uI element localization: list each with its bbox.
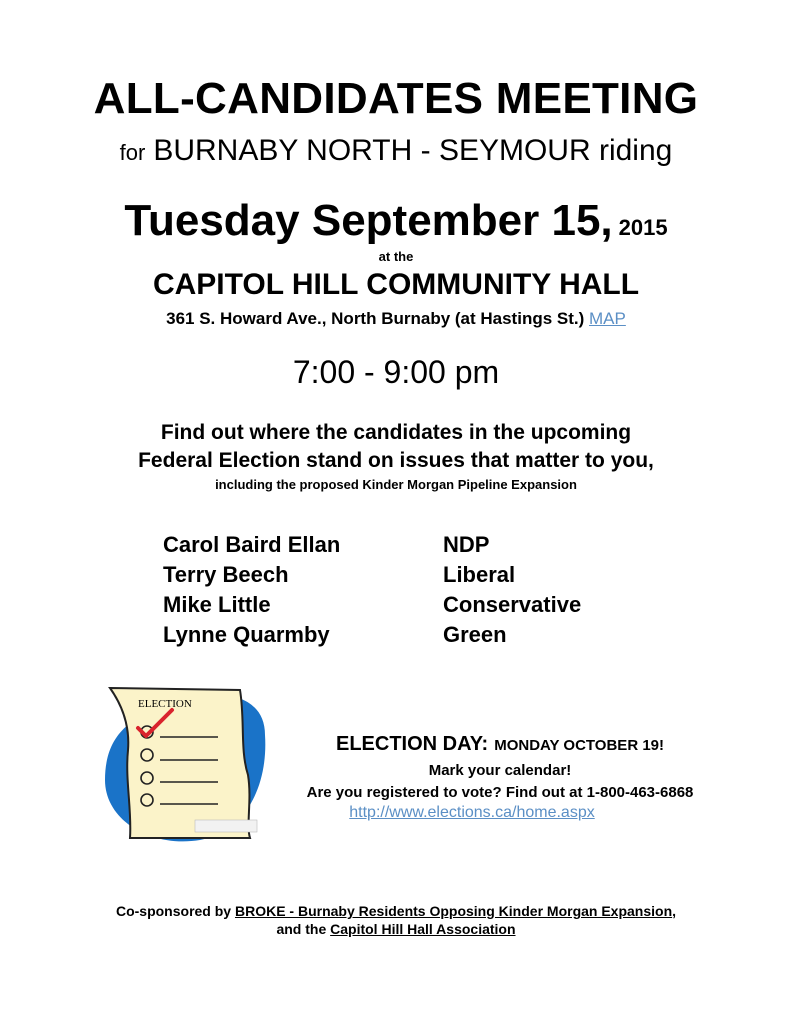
cosponsor-line-2 xyxy=(0,921,792,937)
election-day-label: ELECTION DAY: xyxy=(335,733,489,755)
candidate-party: Green xyxy=(443,622,507,647)
candidate-party: Liberal xyxy=(443,562,516,587)
description-line-3: including the proposed Kinder Morgan Pipeline Expansion xyxy=(215,477,577,492)
cosponsor-hall-association-link[interactable]: Capitol Hill Hall Association xyxy=(330,921,516,937)
venue-address xyxy=(0,309,792,329)
page-title: ALL-CANDIDATES MEETING xyxy=(93,74,699,123)
election-day-heading xyxy=(300,733,700,756)
description-line-1: Find out where the candidates in the upcoming xyxy=(160,421,632,444)
description-line-2: Federal Election stand on issues that matter to you, xyxy=(138,449,654,472)
elections-canada-link[interactable]: http://www.elections.ca/home.aspx xyxy=(349,804,595,821)
meeting-time: 7:00 - 9:00 pm xyxy=(292,354,500,390)
map-link[interactable]: MAP xyxy=(589,309,626,328)
calendar-reminder: Mark your calendar! xyxy=(428,762,572,779)
subtitle-prefix: for xyxy=(119,140,146,165)
election-day-block xyxy=(300,733,700,822)
address-text: 361 S. Howard Ave., North Burnaby (at Hastings St.) xyxy=(166,309,585,328)
candidate-name: Lynne Quarmby xyxy=(163,622,330,647)
subtitle xyxy=(0,134,792,168)
candidate-name: Mike Little xyxy=(163,592,271,617)
candidate-party: Conservative xyxy=(443,592,582,617)
candidate-party: NDP xyxy=(443,532,490,557)
candidate-name: Carol Baird Ellan xyxy=(163,532,341,557)
ballot-label: ELECTION xyxy=(138,698,192,710)
at-the-label: at the xyxy=(378,249,414,264)
meeting-year: 2015 xyxy=(618,215,668,240)
election-day-date: MONDAY OCTOBER 19! xyxy=(494,737,664,754)
candidate-list xyxy=(163,532,643,652)
venue-name: CAPITOL HILL COMMUNITY HALL xyxy=(152,268,640,301)
candidate-row xyxy=(163,592,643,622)
meeting-date xyxy=(0,196,792,246)
clipart-watermark xyxy=(195,820,257,832)
cosponsor-suffix: , xyxy=(672,903,677,919)
candidate-row xyxy=(163,622,643,652)
riding-name: BURNABY NORTH - SEYMOUR riding xyxy=(153,134,673,167)
ballot-paper xyxy=(110,688,250,838)
registration-info: Are you registered to vote? Find out at 1-800-463-6868 xyxy=(306,784,694,801)
candidate-row xyxy=(163,532,643,562)
cosponsor-prefix: Co-sponsored by xyxy=(115,903,232,919)
election-ballot-icon xyxy=(100,680,270,845)
meeting-day: Tuesday September 15, xyxy=(124,196,613,245)
candidate-row xyxy=(163,562,643,592)
cosponsor-line-1 xyxy=(0,903,792,919)
cosponsor-line2-prefix: and the xyxy=(276,921,327,937)
candidate-name: Terry Beech xyxy=(163,562,289,587)
cosponsor-broke-link[interactable]: BROKE - Burnaby Residents Opposing Kinder Morgan Expansion xyxy=(234,903,673,919)
